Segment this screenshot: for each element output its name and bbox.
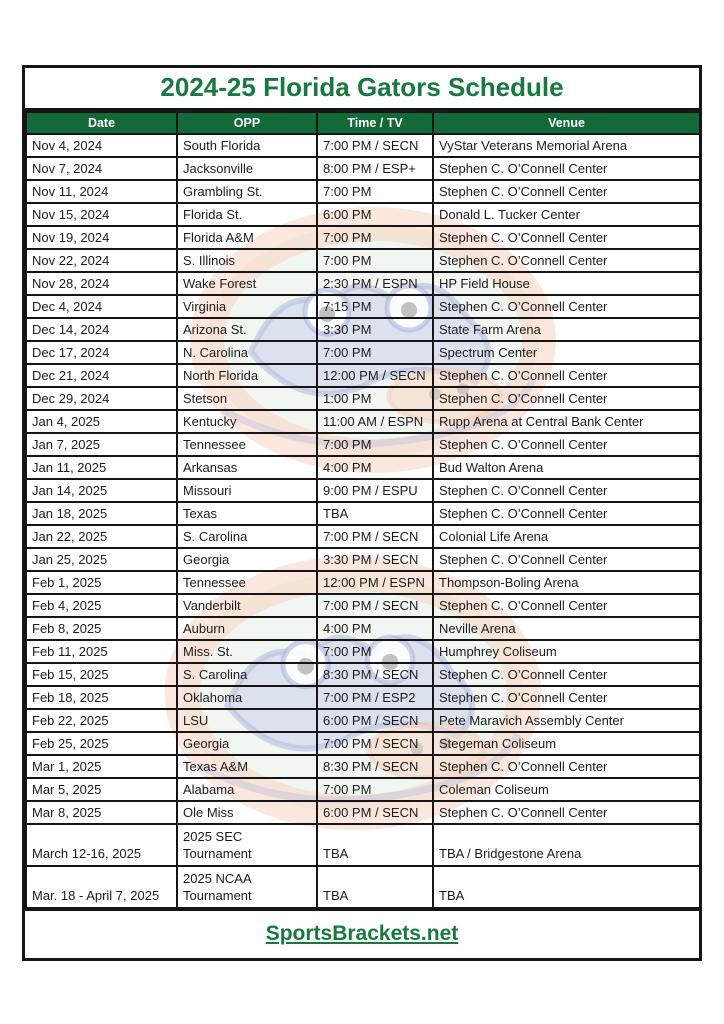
cell-venue: Stephen C. O’Connell Center: [433, 594, 700, 617]
cell-opponent: Georgia: [177, 548, 317, 571]
cell-opponent: Florida A&M: [177, 226, 317, 249]
cell-venue: Humphrey Coliseum: [433, 640, 700, 663]
cell-time-tv: TBA: [317, 866, 433, 908]
table-row: [26, 387, 700, 410]
cell-opponent: S. Illinois: [177, 249, 317, 272]
cell-opponent: Stetson: [177, 387, 317, 410]
cell-date: Jan 22, 2025: [26, 525, 177, 548]
table-row: [26, 778, 700, 801]
cell-time-tv: 7:00 PM: [317, 226, 433, 249]
cell-venue: TBA / Bridgestone Arena: [433, 824, 700, 866]
cell-date: Jan 7, 2025: [26, 433, 177, 456]
cell-time-tv: 8:00 PM / ESP+: [317, 157, 433, 180]
cell-venue: Stephen C. O’Connell Center: [433, 502, 700, 525]
table-row: [26, 318, 700, 341]
cell-date: Feb 15, 2025: [26, 663, 177, 686]
cell-opponent: Auburn: [177, 617, 317, 640]
cell-opponent: Arkansas: [177, 456, 317, 479]
cell-opponent: S. Carolina: [177, 525, 317, 548]
cell-venue: Bud Walton Arena: [433, 456, 700, 479]
cell-opponent: 2025 NCAA Tournament: [177, 866, 317, 908]
cell-time-tv: 11:00 AM / ESPN: [317, 410, 433, 433]
cell-time-tv: 6:00 PM / SECN: [317, 709, 433, 732]
cell-date: Nov 4, 2024: [26, 134, 177, 157]
table-row: [26, 617, 700, 640]
table-row: [26, 732, 700, 755]
cell-date: Dec 14, 2024: [26, 318, 177, 341]
cell-opponent: Tennessee: [177, 433, 317, 456]
cell-venue: Coleman Coliseum: [433, 778, 700, 801]
cell-date: Nov 15, 2024: [26, 203, 177, 226]
table-row: [26, 479, 700, 502]
cell-time-tv: 4:00 PM: [317, 456, 433, 479]
cell-time-tv: 3:30 PM / SECN: [317, 548, 433, 571]
table-row: [26, 801, 700, 824]
cell-opponent: S. Carolina: [177, 663, 317, 686]
table-row: [26, 755, 700, 778]
table-row: [26, 157, 700, 180]
column-header-date: Date: [26, 112, 177, 134]
cell-time-tv: 9:00 PM / ESPU: [317, 479, 433, 502]
cell-time-tv: 7:00 PM: [317, 640, 433, 663]
table-row: [26, 295, 700, 318]
table-row: [26, 686, 700, 709]
cell-date: Nov 11, 2024: [26, 180, 177, 203]
cell-venue: Donald L. Tucker Center: [433, 203, 700, 226]
cell-venue: Thompson-Boling Arena: [433, 571, 700, 594]
cell-time-tv: 8:30 PM / SECN: [317, 663, 433, 686]
table-row: [26, 548, 700, 571]
cell-time-tv: 7:00 PM / SECN: [317, 594, 433, 617]
cell-venue: Stephen C. O’Connell Center: [433, 433, 700, 456]
cell-date: Dec 29, 2024: [26, 387, 177, 410]
cell-time-tv: 7:00 PM: [317, 180, 433, 203]
footer: [25, 909, 699, 958]
cell-venue: Stephen C. O’Connell Center: [433, 548, 700, 571]
cell-venue: Stephen C. O’Connell Center: [433, 249, 700, 272]
table-row: [26, 502, 700, 525]
cell-venue: Stephen C. O’Connell Center: [433, 295, 700, 318]
cell-date: Feb 22, 2025: [26, 709, 177, 732]
cell-venue: Stephen C. O’Connell Center: [433, 663, 700, 686]
cell-venue: Stephen C. O’Connell Center: [433, 755, 700, 778]
cell-time-tv: 3:30 PM: [317, 318, 433, 341]
table-row: [26, 571, 700, 594]
cell-opponent: South Florida: [177, 134, 317, 157]
cell-date: March 12-16, 2025: [26, 824, 177, 866]
cell-time-tv: 7:00 PM: [317, 433, 433, 456]
cell-venue: Stegeman Coliseum: [433, 732, 700, 755]
cell-opponent: Virginia: [177, 295, 317, 318]
table-row: [26, 663, 700, 686]
table-row: [26, 824, 700, 866]
table-row: [26, 640, 700, 663]
cell-venue: Spectrum Center: [433, 341, 700, 364]
cell-venue: Stephen C. O’Connell Center: [433, 387, 700, 410]
table-row: [26, 410, 700, 433]
column-header-venue: Venue: [433, 112, 700, 134]
cell-date: Feb 4, 2025: [26, 594, 177, 617]
cell-date: Feb 18, 2025: [26, 686, 177, 709]
cell-venue: Stephen C. O’Connell Center: [433, 801, 700, 824]
cell-date: Jan 14, 2025: [26, 479, 177, 502]
table-row: [26, 249, 700, 272]
cell-opponent: Missouri: [177, 479, 317, 502]
cell-opponent: Jacksonville: [177, 157, 317, 180]
cell-opponent: Alabama: [177, 778, 317, 801]
cell-venue: Neville Arena: [433, 617, 700, 640]
table-header: [26, 112, 700, 134]
cell-venue: HP Field House: [433, 272, 700, 295]
cell-date: Jan 11, 2025: [26, 456, 177, 479]
table-row: [26, 866, 700, 908]
cell-opponent: Tennessee: [177, 571, 317, 594]
cell-time-tv: 1:00 PM: [317, 387, 433, 410]
cell-time-tv: TBA: [317, 824, 433, 866]
cell-venue: State Farm Arena: [433, 318, 700, 341]
table-row: [26, 364, 700, 387]
table-row: [26, 594, 700, 617]
cell-date: Mar 5, 2025: [26, 778, 177, 801]
cell-venue: Stephen C. O’Connell Center: [433, 364, 700, 387]
cell-date: Nov 22, 2024: [26, 249, 177, 272]
column-header-opp: OPP: [177, 112, 317, 134]
schedule-sheet: [22, 65, 702, 961]
cell-time-tv: 2:30 PM / ESPN: [317, 272, 433, 295]
sportsbrackets-link[interactable]: SportsBrackets.net: [265, 922, 459, 945]
cell-time-tv: 7:00 PM: [317, 778, 433, 801]
page-title: 2024-25 Florida Gators Schedule: [25, 68, 699, 111]
table-row: [26, 709, 700, 732]
cell-time-tv: 7:00 PM / SECN: [317, 525, 433, 548]
cell-date: Feb 11, 2025: [26, 640, 177, 663]
table-row: [26, 272, 700, 295]
cell-time-tv: 7:00 PM: [317, 341, 433, 364]
cell-venue: TBA: [433, 866, 700, 908]
cell-date: Jan 4, 2025: [26, 410, 177, 433]
cell-date: Feb 25, 2025: [26, 732, 177, 755]
cell-venue: Stephen C. O’Connell Center: [433, 157, 700, 180]
cell-opponent: N. Carolina: [177, 341, 317, 364]
cell-venue: Stephen C. O’Connell Center: [433, 180, 700, 203]
cell-opponent: LSU: [177, 709, 317, 732]
cell-time-tv: 7:00 PM / SECN: [317, 134, 433, 157]
cell-opponent: Georgia: [177, 732, 317, 755]
table-row: [26, 456, 700, 479]
cell-date: Jan 25, 2025: [26, 548, 177, 571]
cell-opponent: 2025 SEC Tournament: [177, 824, 317, 866]
cell-opponent: Oklahoma: [177, 686, 317, 709]
cell-opponent: Vanderbilt: [177, 594, 317, 617]
cell-date: Nov 19, 2024: [26, 226, 177, 249]
cell-time-tv: 7:00 PM / SECN: [317, 732, 433, 755]
cell-date: Dec 21, 2024: [26, 364, 177, 387]
cell-time-tv: 6:00 PM / SECN: [317, 801, 433, 824]
cell-venue: Rupp Arena at Central Bank Center: [433, 410, 700, 433]
cell-date: Feb 8, 2025: [26, 617, 177, 640]
cell-date: Dec 17, 2024: [26, 341, 177, 364]
cell-opponent: Kentucky: [177, 410, 317, 433]
cell-opponent: Grambling St.: [177, 180, 317, 203]
table-row: [26, 180, 700, 203]
cell-opponent: Ole Miss: [177, 801, 317, 824]
cell-venue: Pete Maravich Assembly Center: [433, 709, 700, 732]
table-row: [26, 226, 700, 249]
cell-time-tv: 12:00 PM / ESPN: [317, 571, 433, 594]
table-row: [26, 134, 700, 157]
cell-opponent: Florida St.: [177, 203, 317, 226]
cell-time-tv: 8:30 PM / SECN: [317, 755, 433, 778]
cell-opponent: Wake Forest: [177, 272, 317, 295]
cell-opponent: Texas A&M: [177, 755, 317, 778]
cell-venue: Stephen C. O’Connell Center: [433, 686, 700, 709]
cell-time-tv: 7:15 PM: [317, 295, 433, 318]
cell-opponent: North Florida: [177, 364, 317, 387]
cell-time-tv: 7:00 PM / ESP2: [317, 686, 433, 709]
cell-opponent: Arizona St.: [177, 318, 317, 341]
cell-date: Mar. 18 - April 7, 2025: [26, 866, 177, 908]
cell-date: Dec 4, 2024: [26, 295, 177, 318]
schedule-table: [25, 111, 701, 909]
cell-date: Feb 1, 2025: [26, 571, 177, 594]
cell-time-tv: 6:00 PM: [317, 203, 433, 226]
table-row: [26, 203, 700, 226]
cell-time-tv: 12:00 PM / SECN: [317, 364, 433, 387]
cell-venue: VyStar Veterans Memorial Arena: [433, 134, 700, 157]
schedule-rows: [26, 134, 700, 908]
cell-opponent: Miss. St.: [177, 640, 317, 663]
cell-venue: Stephen C. O’Connell Center: [433, 479, 700, 502]
cell-date: Nov 28, 2024: [26, 272, 177, 295]
table-row: [26, 525, 700, 548]
cell-venue: Stephen C. O’Connell Center: [433, 226, 700, 249]
cell-date: Jan 18, 2025: [26, 502, 177, 525]
cell-venue: Colonial Life Arena: [433, 525, 700, 548]
cell-date: Nov 7, 2024: [26, 157, 177, 180]
column-header-time: Time / TV: [317, 112, 433, 134]
cell-time-tv: 4:00 PM: [317, 617, 433, 640]
cell-time-tv: 7:00 PM: [317, 249, 433, 272]
table-row: [26, 433, 700, 456]
cell-opponent: Texas: [177, 502, 317, 525]
cell-time-tv: TBA: [317, 502, 433, 525]
table-row: [26, 341, 700, 364]
cell-date: Mar 8, 2025: [26, 801, 177, 824]
cell-date: Mar 1, 2025: [26, 755, 177, 778]
